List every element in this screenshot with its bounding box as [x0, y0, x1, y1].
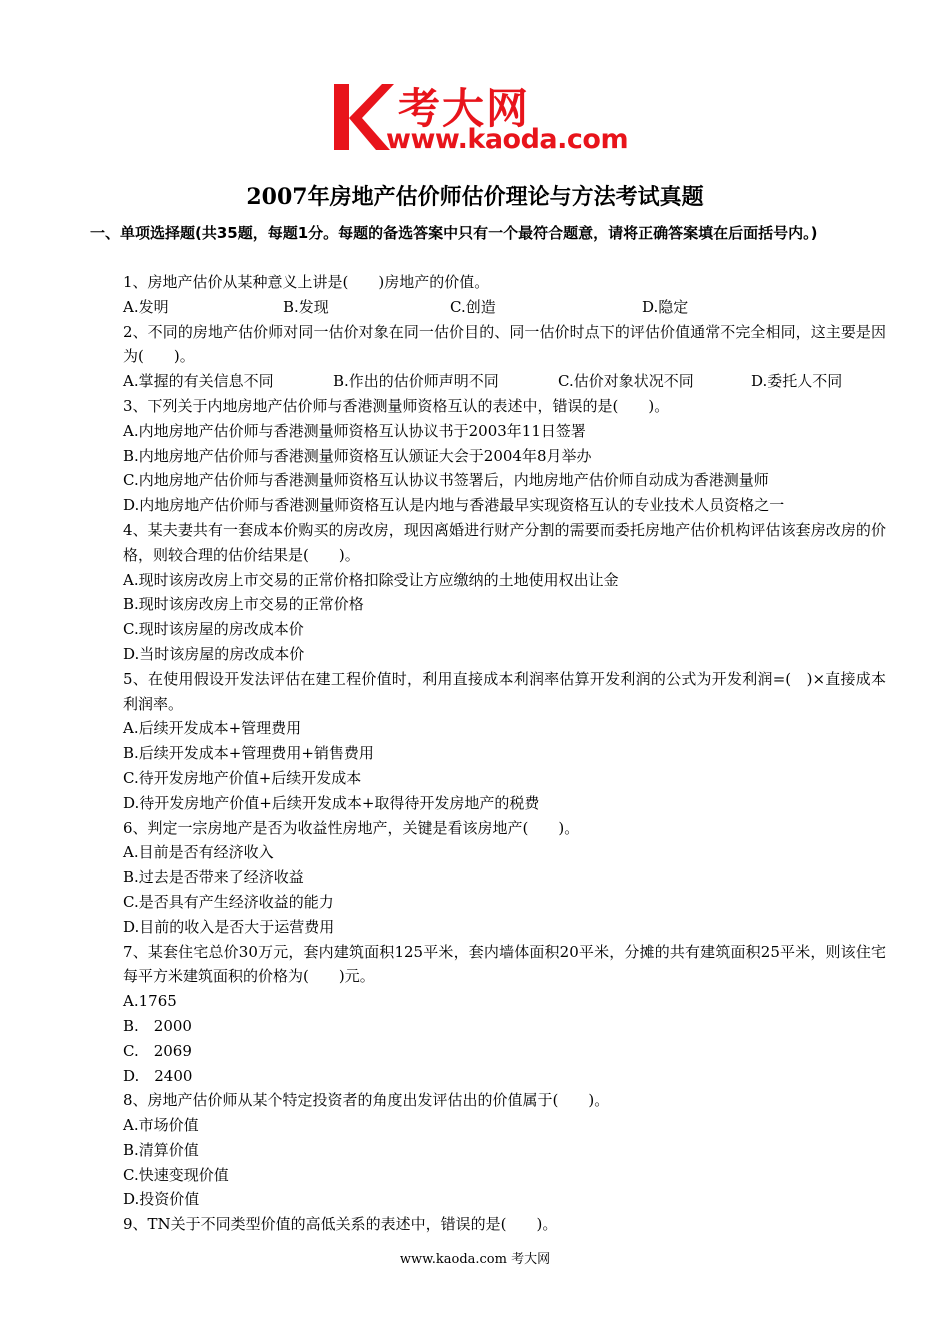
question-stem: 7、某套住宅总价30万元，套内建筑面积125平米，套内墙体面积20平米，分摊的共有建筑面积25平米，则该住宅每平方米建筑面积的价格为( )元。 [123, 942, 886, 986]
question-stem: 8、房地产估价师从某个特定投资者的角度出发评估出的价值属于( )。 [123, 1091, 610, 1110]
option: B.后续开发成本+管理费用+销售费用 [123, 744, 374, 763]
option: A.市场价值 [123, 1116, 199, 1135]
option-row [91, 369, 886, 394]
option: C.现时该房屋的房改成本价 [123, 620, 304, 639]
question-list [91, 270, 886, 1237]
option: B.清算价值 [123, 1140, 199, 1159]
option: D.当时该房屋的房改成本价 [123, 644, 305, 663]
option: D.委托人不同 [751, 372, 843, 391]
option: B. 2000 [123, 1016, 192, 1035]
option-row [91, 295, 886, 320]
option: D.内地房地产估价师与香港测量师资格互认是内地与香港最早实现资格互认的专业技术人员资格之一 [123, 496, 785, 515]
option: A.1765 [123, 992, 177, 1011]
option: B.发现 [283, 297, 329, 316]
question-stem: 6、判定一宗房地产是否为收益性房地产，关键是看该房地产( )。 [123, 818, 580, 837]
option: D.目前的收入是否大于运营费用 [123, 917, 335, 936]
option: C.内地房地产估价师与香港测量师资格互认协议书签署后，内地房地产估价师自动成为香港测量师 [123, 471, 769, 490]
page-title: 2007年房地产估价师估价理论与方法考试真题 [246, 184, 704, 210]
question-stem: 5、在使用假设开发法评估在建工程价值时，利用直接成本利润率估算开发利润的公式为开发利润=( )×直接成本利润率。 [123, 669, 886, 713]
option: C.估价对象状况不同 [558, 372, 694, 391]
logo-brand-url: www.kaoda.com [386, 124, 629, 155]
option: C.待开发房地产价值+后续开发成本 [123, 768, 362, 787]
option: A.发明 [123, 297, 169, 316]
logo-brand-cn: 考大网 [398, 84, 531, 133]
question-stem: 2、不同的房地产估价师对同一估价对象在同一估价目的、同一估价时点下的评估价值通常不完全相同，这主要是因为( )。 [123, 322, 886, 366]
option: D.投资价值 [123, 1190, 200, 1209]
option: A.现时该房改房上市交易的正常价格扣除受让方应缴纳的土地使用权出让金 [123, 570, 619, 589]
section-heading: 一、单项选择题(共35题，每题1分。每题的备选答案中只有一个最符合题意，请将正确答案填在后面括号内。) [90, 224, 818, 242]
question-stem: 3、下列关于内地房地产估价师与香港测量师资格互认的表述中，错误的是( )。 [123, 396, 670, 415]
option: B.作出的估价师声明不同 [333, 372, 499, 391]
option: A.后续开发成本+管理费用 [123, 719, 302, 738]
option: C.是否具有产生经济收益的能力 [123, 892, 334, 911]
question-stem: 4、某夫妻共有一套成本价购买的房改房，现因离婚进行财产分割的需要而委托房地产估价机构评估该套房改房的价格，则较合理的估价结果是( )。 [123, 520, 886, 564]
question-stem: 9、TN关于不同类型价值的高低关系的表述中，错误的是( )。 [123, 1215, 558, 1234]
option: D.待开发房地产价值+后续开发成本+取得待开发房地产的税费 [123, 793, 540, 812]
question-stem: 1、房地产估价从某种意义上讲是( )房地产的价值。 [123, 273, 490, 291]
option: B.现时该房改房上市交易的正常价格 [123, 595, 364, 614]
option: D.隐定 [642, 297, 689, 316]
option: A.内地房地产估价师与香港测量师资格互认协议书于2003年11日签署 [123, 421, 586, 440]
page-footer: www.kaoda.com 考大网 [399, 1252, 551, 1267]
kaoda-logo [332, 80, 652, 160]
option: C. 2069 [123, 1041, 192, 1060]
option: C.创造 [450, 297, 496, 316]
option: A.掌握的有关信息不同 [123, 372, 274, 391]
option: B.内地房地产估价师与香港测量师资格互认颁证大会于2004年8月举办 [123, 446, 592, 465]
option: D. 2400 [123, 1066, 193, 1085]
option: A.目前是否有经济收入 [123, 843, 274, 862]
option: B.过去是否带来了经济收益 [123, 868, 304, 887]
option: C.快速变现价值 [123, 1165, 229, 1184]
k-logo-icon [332, 82, 394, 154]
